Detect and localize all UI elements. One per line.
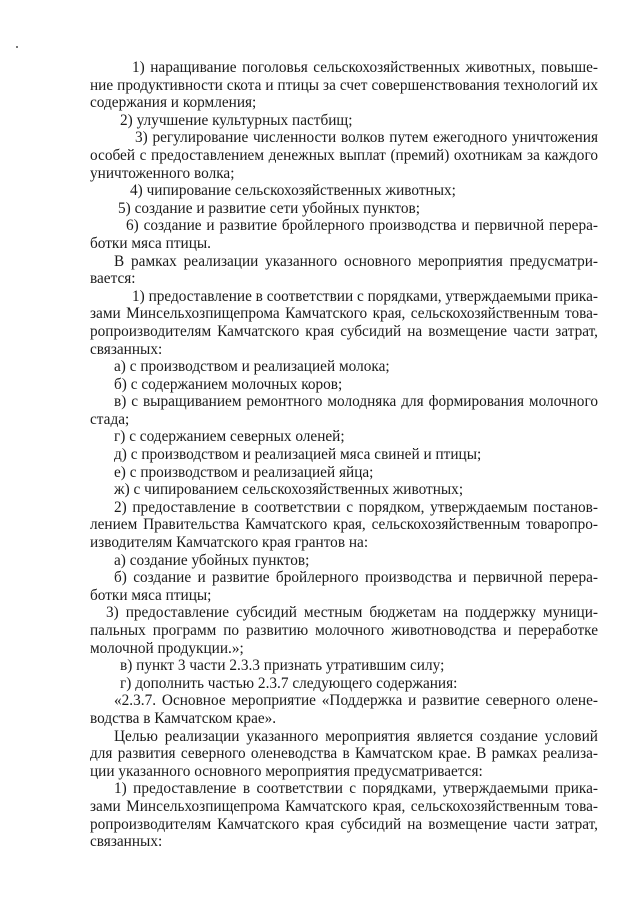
text-line: 2) предоставление в соответствии с порядком, утверждаемым постанов- [114,498,598,516]
text-line: д) с производством и реализацией мяса свиней и птицы; [114,446,482,464]
text-line: 1) предоставление в соответствии с порядками, утверждаемыми прика- [132,287,598,305]
text-line: изводителям Камчатского края грантов на: [90,534,369,552]
text-line: особей с предоставлением денежных выплат (премий) охотникам за каждого [90,146,598,164]
text-line: а) создание убойных пунктов; [114,551,310,569]
text-line: уничтоженного волка; [90,164,235,182]
text-line: ние продуктивности скота и птицы за счет совершенствования технологий их [90,76,598,94]
text-line: лением Правительства Камчатского края, сельскохозяйственным товаропро- [90,516,598,534]
text-line: «2.3.7. Основное мероприятие «Поддержка и развитие северного олене- [114,692,598,710]
text-line: 6) создание и развитие бройлерного производства и первичной перера- [126,217,598,235]
text-line: пальных программ по развитию молочного животноводства и переработке [90,622,598,639]
text-line: ции указанного основного мероприятия предусматривается: [90,762,483,780]
text-line: зами Минсельхозпищепрома Камчатского края, сельскохозяйственным това- [90,797,598,815]
text-line: е) с производством и реализацией яйца; [114,463,374,481]
scan-speck [16,46,18,48]
text-line: б) с содержанием молочных коров; [114,375,343,393]
text-line: 3) предоставление субсидий местным бюджетам на поддержку муници- [106,604,598,622]
document-body [90,59,598,851]
text-line: содержания и кормления; [90,94,257,112]
text-line: стада; [90,410,130,428]
text-line: г) дополнить частью 2.3.7 следующего содержания: [120,674,458,692]
text-line: 3) регулирование численности волков путем ежегодного уничтожения [135,129,598,147]
text-line: ботки мяса птицы. [90,234,212,252]
text-line: вается: [90,270,136,288]
text-line: а) с производством и реализацией молока; [114,358,390,376]
text-line: для развития северного оленеводства в Камчатском крае. В рамках реализа- [90,745,598,763]
text-line: 4) чипирование сельскохозяйственных животных; [130,182,456,200]
text-line: 1) предоставление в соответствии с порядками, утверждаемыми прика- [114,780,598,798]
text-line: связанных: [90,833,163,851]
text-line: В рамках реализации указанного основного мероприятия предусматри- [114,252,598,270]
text-line: водства в Камчатском крае». [90,709,277,727]
text-line: 5) создание и развитие сети убойных пунктов; [118,199,421,217]
text-line: связанных: [90,340,163,358]
text-line: 2) улучшение культурных пастбищ; [120,111,353,129]
text-line: в) с выращиванием ремонтного молодняка для формирования молочного [114,393,598,411]
text-line: б) создание и развитие бройлерного производства и первичной перера- [114,569,598,587]
text-line: ботки мяса птицы; [90,586,212,604]
text-line: г) с содержанием северных оленей; [114,428,345,446]
text-line: ропроизводителям Камчатского края субсидий на возмещение части затрат, [90,815,598,833]
text-line: ж) с чипированием сельскохозяйственных животных; [114,481,464,499]
text-line: ропроизводителям Камчатского края субсидий на возмещение части затрат, [90,322,598,340]
text-line: в) пункт 3 части 2.3.3 признать утратившим силу; [120,657,445,675]
text-line: Целью реализации указанного мероприятия является создание условий [114,727,598,745]
text-line: молочной продукции.»; [90,639,244,657]
text-line: зами Минсельхозпищепрома Камчатского края, сельскохозяйственным това- [90,305,598,323]
text-line: 1) наращивание поголовья сельскохозяйственных животных, повыше- [132,59,598,76]
